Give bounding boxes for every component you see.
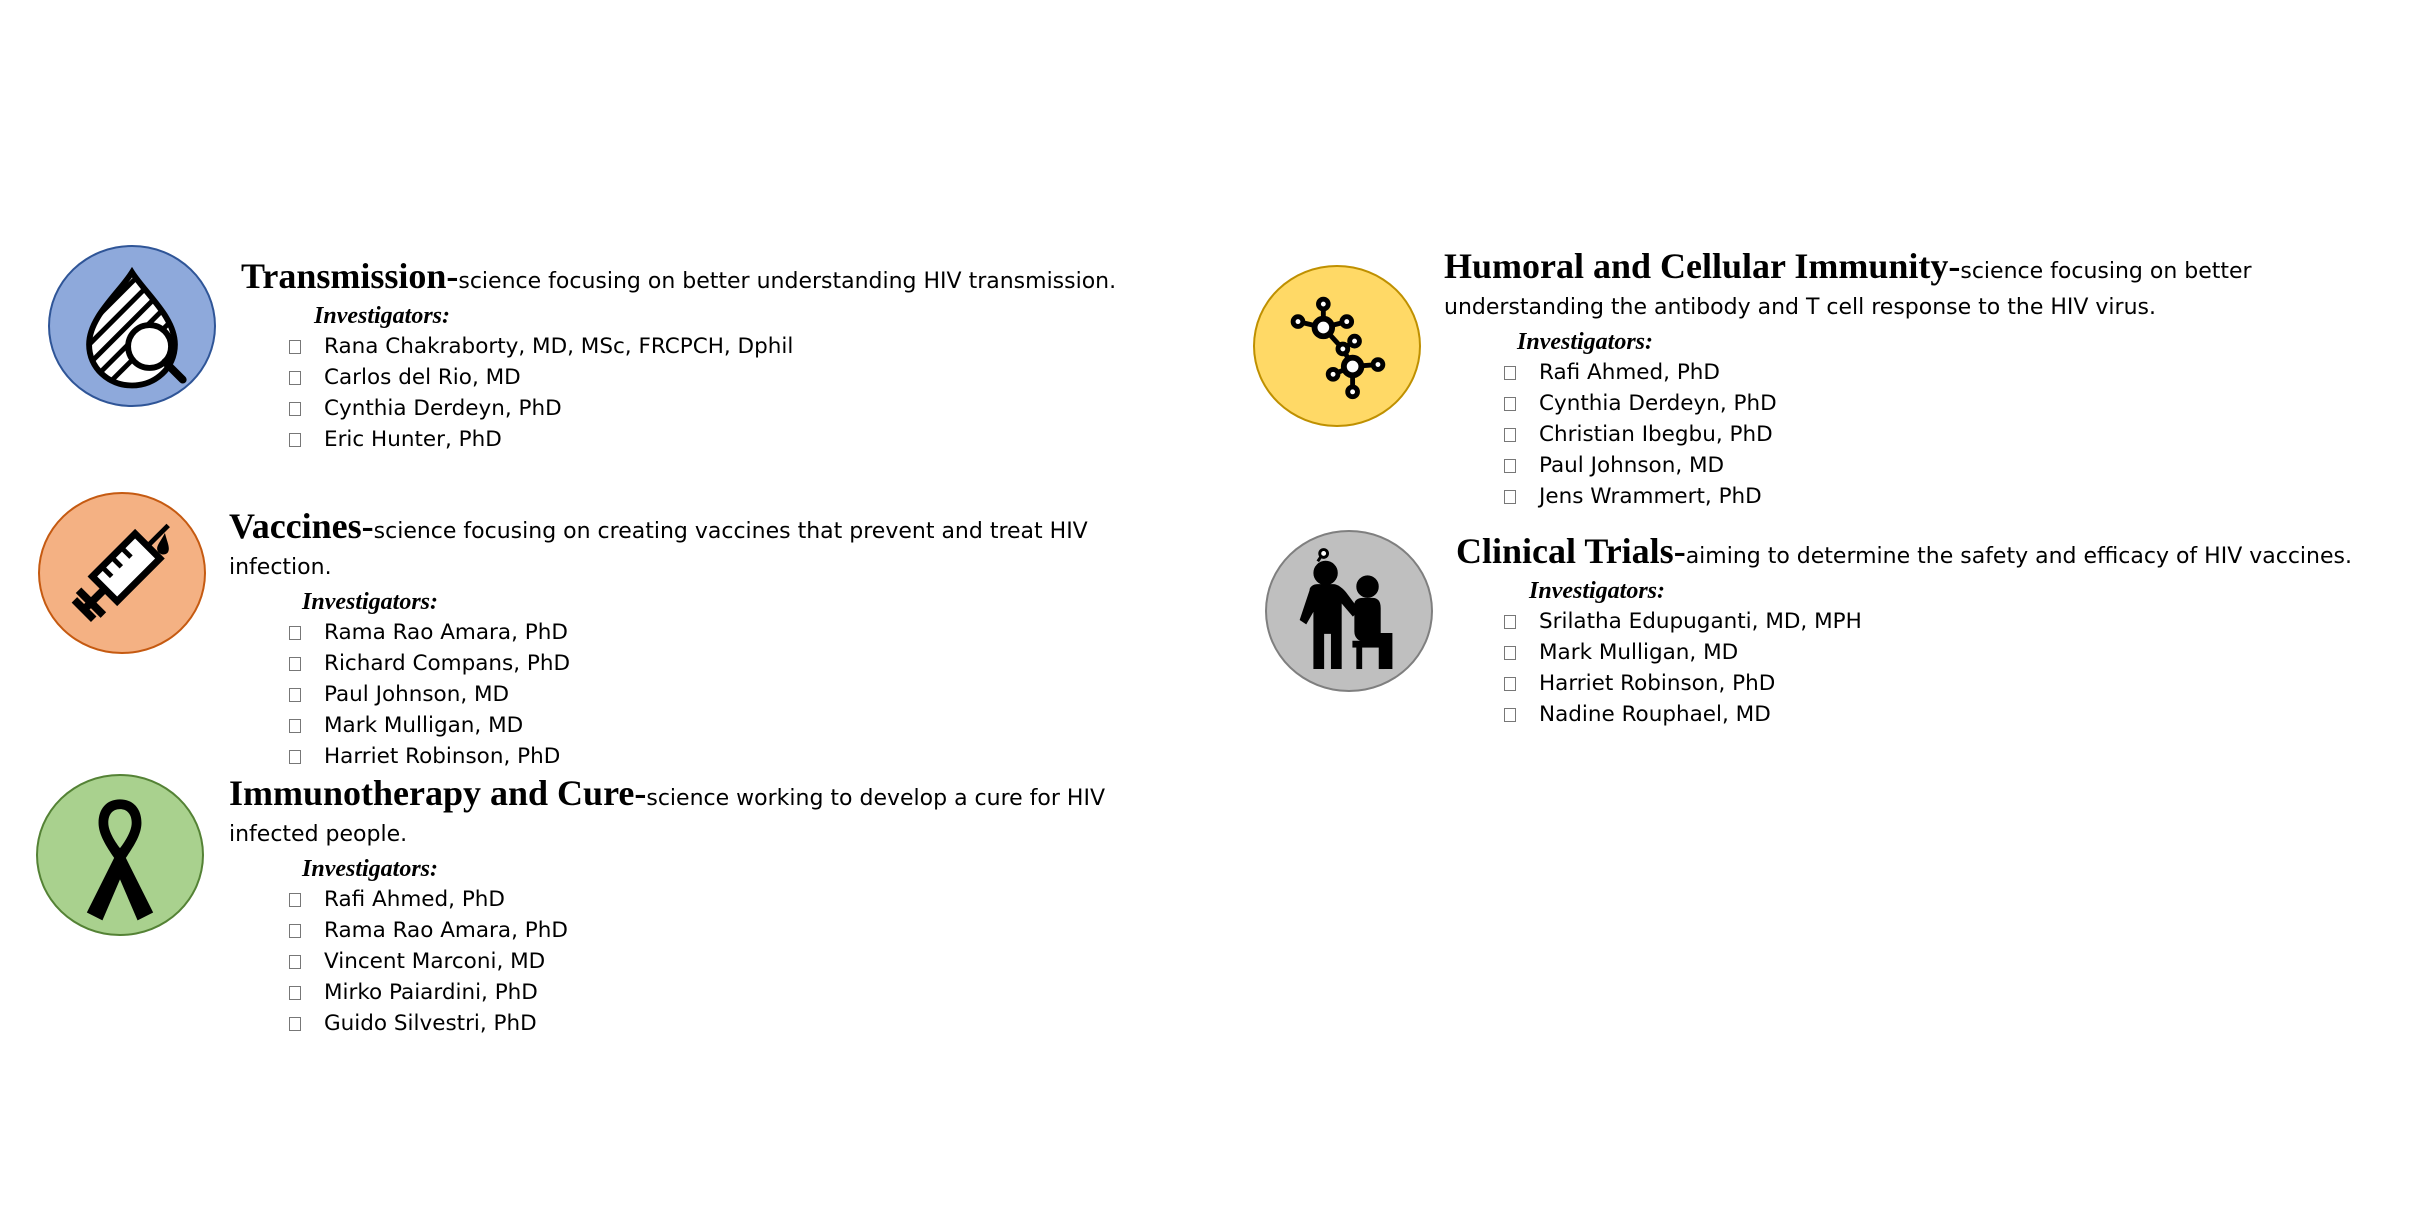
checkbox-icon: [1504, 459, 1516, 473]
checkbox-icon: [289, 433, 301, 447]
clinical-description: aiming to determine the safety and efficacy of HIV vaccines.: [1685, 544, 2352, 569]
list-item: Rana Chakraborty, MD, MSc, FRCPCH, Dphil: [289, 331, 1141, 362]
transmission-description: science focusing on better understanding HIV transmission.: [458, 269, 1117, 294]
checkbox-icon: [289, 1017, 301, 1031]
list-item: Rama Rao Amara, PhD: [289, 617, 1179, 648]
list-item: Richard Compans, PhD: [289, 648, 1179, 679]
list-item: Eric Hunter, PhD: [289, 424, 1141, 455]
immunotherapy-title: Immunotherapy and Cure-: [229, 773, 647, 813]
list-item: Mirko Paiardini, PhD: [289, 977, 1179, 1008]
transmission-investigators-label: Investigators:: [314, 303, 451, 329]
humoral-investigators-label: Investigators:: [1517, 329, 1654, 355]
humoral-title: Humoral and Cellular Immunity-: [1444, 246, 1961, 286]
list-item: Cynthia Derdeyn, PhD: [1504, 388, 2384, 419]
list-item: Harriet Robinson, PhD: [289, 741, 1179, 772]
checkbox-icon: [289, 371, 301, 385]
list-item: Harriet Robinson, PhD: [1504, 668, 2396, 699]
list-item: Jens Wrammert, PhD: [1504, 481, 2384, 512]
vaccines-investigators-list: [289, 617, 1179, 772]
list-item: Vincent Marconi, MD: [289, 946, 1179, 977]
checkbox-icon: [289, 688, 301, 702]
clinical-investigators-label: Investigators:: [1529, 578, 1666, 604]
list-item: Christian Ibegbu, PhD: [1504, 419, 2384, 450]
list-item: Nadine Rouphael, MD: [1504, 699, 2396, 730]
checkbox-icon: [289, 893, 301, 907]
water-drop-magnifier-icon: [48, 245, 216, 407]
immunotherapy-description: science working to develop a cure for HIV infected people.: [229, 786, 1105, 847]
immunotherapy-investigators-list: [289, 884, 1179, 1039]
transmission-title: Transmission-: [241, 256, 459, 296]
list-item: Cynthia Derdeyn, PhD: [289, 393, 1141, 424]
checkbox-icon: [289, 719, 301, 733]
list-item: Rafi Ahmed, PhD: [289, 884, 1179, 915]
list-item: Guido Silvestri, PhD: [289, 1008, 1179, 1039]
checkbox-icon: [1504, 428, 1516, 442]
syringe-icon: [38, 492, 206, 654]
vaccines-investigators-label: Investigators:: [302, 589, 439, 615]
checkbox-icon: [1504, 677, 1516, 691]
checkbox-icon: [289, 750, 301, 764]
humoral-description: science focusing on better understanding the antibody and T cell response to the HIV virus.: [1444, 259, 2252, 320]
vaccines-description: science focusing on creating vaccines that prevent and treat HIV infection.: [229, 519, 1088, 580]
list-item: Rafi Ahmed, PhD: [1504, 357, 2384, 388]
clinical-investigators-list: [1504, 606, 2396, 730]
list-item: Paul Johnson, MD: [289, 679, 1179, 710]
clinical-title: Clinical Trials-: [1456, 531, 1686, 571]
transmission-investigators-list: [289, 331, 1141, 455]
checkbox-icon: [289, 955, 301, 969]
vaccines-title: Vaccines-: [229, 506, 374, 546]
checkbox-icon: [1504, 366, 1516, 380]
checkbox-icon: [289, 402, 301, 416]
awareness-ribbon-icon: [36, 774, 204, 936]
list-item: Carlos del Rio, MD: [289, 362, 1141, 393]
list-item: Rama Rao Amara, PhD: [289, 915, 1179, 946]
checkbox-icon: [1504, 490, 1516, 504]
list-item: Mark Mulligan, MD: [289, 710, 1179, 741]
immunotherapy-investigators-label: Investigators:: [302, 856, 439, 882]
checkbox-icon: [1504, 615, 1516, 629]
checkbox-icon: [289, 986, 301, 1000]
checkbox-icon: [1504, 708, 1516, 722]
checkbox-icon: [1504, 397, 1516, 411]
checkbox-icon: [1504, 646, 1516, 660]
checkbox-icon: [289, 340, 301, 354]
molecule-icon: [1253, 265, 1421, 427]
humoral-investigators-list: [1504, 357, 2384, 512]
checkbox-icon: [289, 626, 301, 640]
doctor-patient-icon: [1265, 530, 1433, 692]
list-item: Srilatha Edupuganti, MD, MPH: [1504, 606, 2396, 637]
list-item: Mark Mulligan, MD: [1504, 637, 2396, 668]
checkbox-icon: [289, 657, 301, 671]
checkbox-icon: [289, 924, 301, 938]
list-item: Paul Johnson, MD: [1504, 450, 2384, 481]
